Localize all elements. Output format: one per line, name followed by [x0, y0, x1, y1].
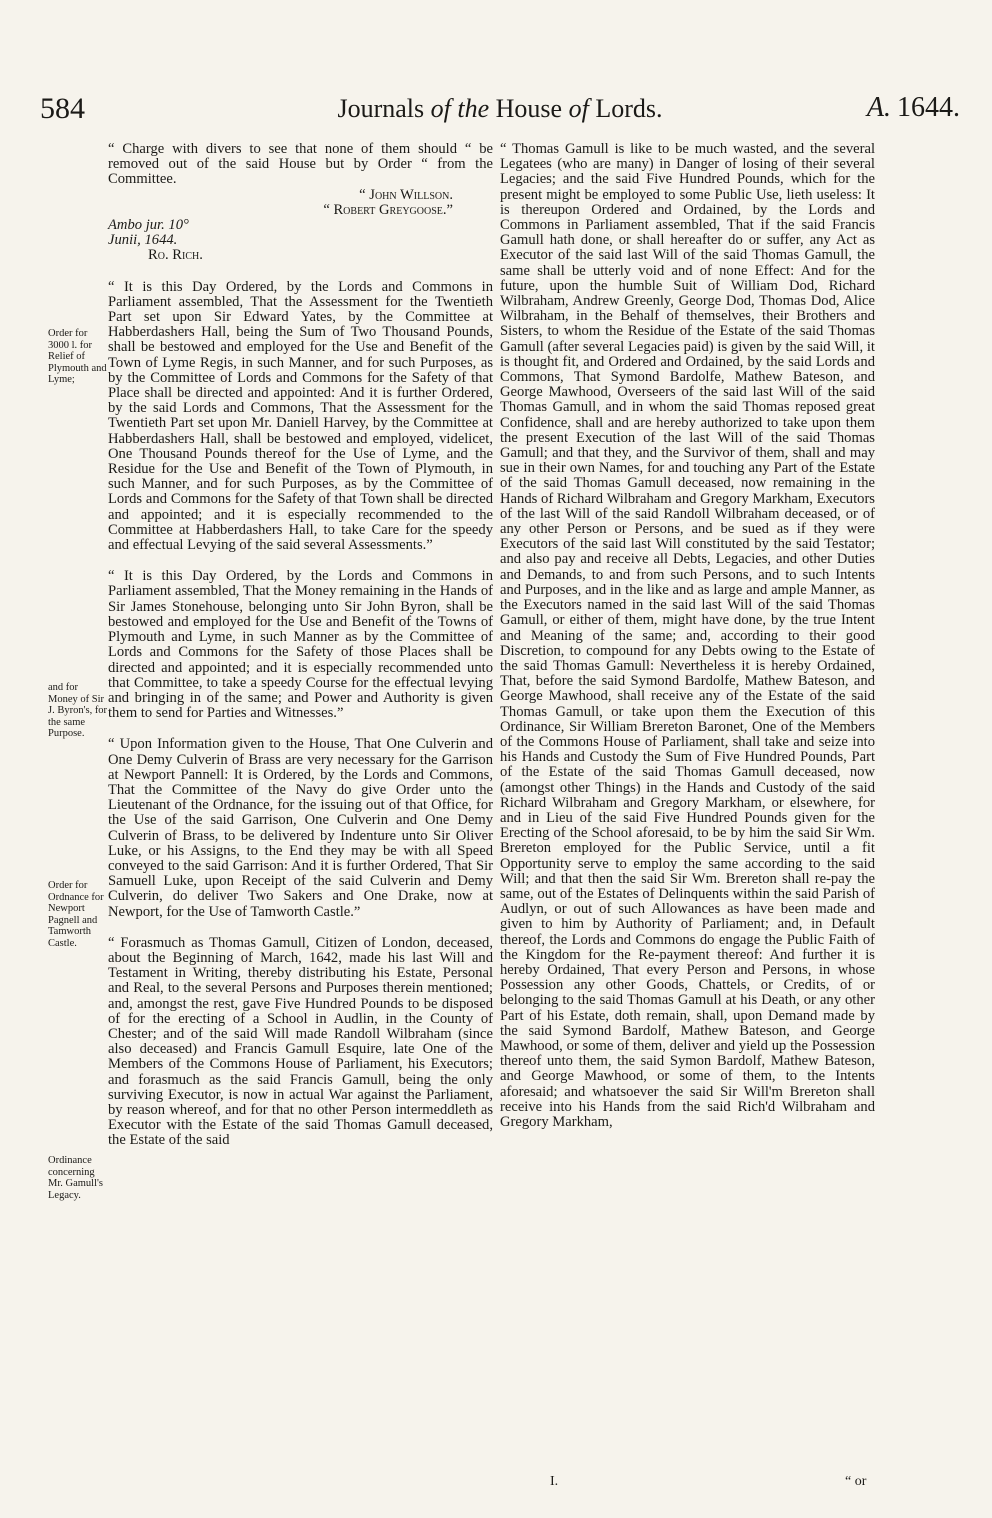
title-word: Journals — [337, 94, 425, 123]
signatory: “ John Willson. — [359, 186, 453, 203]
margin-note: Order for Ordnance for Newport Pagnell and Tamworth Castle. — [48, 880, 104, 949]
right-column — [500, 142, 875, 1130]
title-word: of — [430, 94, 451, 123]
paragraph: “ It is this Day Ordered, by the Lords and Commons in Parliament assembled, That the Money remaining in the Hands of Sir James Stonehouse, belonging unto Sir John Byron, shall be bestowed and employed for the Use and Benefit of the Towns of Plymouth and Lyme, in such Manner as by the Committee of Lords and Commons for the Safety of those Places shall be directed and appointed; and it is especially recommended unto that Committee, to take a speedy Course for the effectual levying and bringing in of the same; and Power and Authority is given them to send for Parties and Witnesses.” — [108, 568, 493, 722]
margin-note: Order for 3000 l. for Relief of Plymouth and Lyme; — [48, 328, 107, 385]
year-prefix: A. — [866, 92, 891, 123]
left-column — [108, 142, 493, 1149]
year-label — [867, 92, 960, 124]
title-word: Lords. — [595, 94, 663, 123]
sworn-note — [108, 218, 493, 264]
catchword: “ or — [845, 1474, 867, 1489]
paragraph: “ Charge with divers to see that none of them should “ be removed out of the said House but by Order “ from the Committee. — [108, 141, 493, 188]
sworn-line: Ambo jur. 10° — [108, 217, 189, 234]
paragraph: “ Upon Information given to the House, That One Culverin and One Demy Culverin of Brass are very necessary for the Garrison at Newport Pannell: It is Ordered, by the Lords and Commons, That the Committee of the Navy do give Order unto the Lieutenant of the Ordnance, for the issuing out of that Office, for the Use of the said Garrison, One Culverin and One Demy Culverin of Brass, to be delivered by Indenture unto Sir Oliver Luke, or his Assigns, to the End they may be with all Speed conveyed to the said Garrison: And it is further Ordered, That Sir Samuell Luke, upon Receipt of the said Culverin and Demy Culverin, do deliver Two Sakers and One Drake, now at Newport, for the Use of Tamworth Castle.” — [108, 736, 493, 920]
running-title — [40, 94, 960, 124]
title-word: the — [457, 94, 490, 123]
paragraph: “ Forasmuch as Thomas Gamull, Citizen of London, deceased, about the Beginning of March, 1642, made his last Will and Testament in Writing, thereby distributing his Estate, Personal and Real, to the several Persons and Purposes therein mentioned; and, amongst the rest, gave Five Hundred Pounds to be disposed of for the erecting of a School in Audlin, in the County of Chester; and of the said Will made Randoll Wilbraham (since also deceased) and Francis Gamull Esquire, late One of the Members of the Commons House of Parliament, his Executors; and forasmuch as the said Francis Gamull, being the only surviving Executor, is now in actual War against the Parliament, by reason whereof, and for that no other Person intermeddleth as Executor with the Estate of the said Thomas Gamull deceased, the Estate of the said — [108, 934, 493, 1149]
paragraph: “ It is this Day Ordered, by the Lords and Commons in Parliament assembled, That the Assessment for the Twentieth Part set upon Sir Edward Yates, by the Committee at Habberdashers Hall, being the Sum of Two Thousand Pounds, shall be bestowed and employed for the Use and Benefit of the Town of Lyme Regis, in such Manner, and for such Purposes, as by the Committee of Lords and Commons for the Safety of that Place shall be directed and appointed: And it is further Ordered, by the said Lords and Commons, That the Assessment for the Twentieth Part set upon Mr. Daniell Harvey, by the Committee at Habberdashers Hall, shall be bestowed and employed, videlicet, One Thousand Pounds thereof for the Use of Lyme, and the Residue for the Use and Benefit of the Town of Plymouth, in such Manner, and for such Purposes, as by the Committee of Lords and Commons for the Safety of that Town shall be directed and appointed; and it is especially recommended to the Committee at Habberdashers Hall, to take Care for the speedy and effectual Levying of the said several Assessments.” — [108, 278, 493, 554]
paragraph: “ Thomas Gamull is like to be much wasted, and the several Legatees (who are many) in Danger of losing of their several Legacies; and the said Five Hundred Pounds, which for the present might be employed to some Public Use, lieth useless: It is thereupon Ordered and Ordained, by the Lords and Commons in Parliament assembled, That if the said Francis Gamull hath done, or shall hereafter do or suffer, any Act as Executor of the said last Will of the said Thomas Gamull, the same shall be utterly void and of none Effect: And for the future, upon the humble Suit of William Dod, Richard Wilbraham, Andrew Greenly, George Dod, Thomas Dod, Alice Wilbraham, in the Behalf of themselves, their Brothers and Sisters, to whom the Residue of the Estate of the said Thomas Gamull (after several Legacies paid) is given by the said Will, it is thought fit, and Ordered and Ordained, by the said Lords and Commons, That Symond Bardolfe, Mathew Bateson, and George Mawhood, Overseers of the said last Will of the said Thomas Gamull, and in whom the said Thomas reposed great Confidence, shall and are hereby authorized to take upon them the present Execution of the last Will of the said Thomas Gamull; and that they, and the Survivor of them, shall and may sue in their own Names, for and touching any Part of the Estate of the said Thomas Gamull deceased, now remaining in the Hands of Richard Wilbraham and Gregory Markham, Executors of the last Will of the said Randoll Wilbraham deceased, or of any other Person or Persons, and be sued as if they were Executors of the said last Will constituted by the said Testator; and also pay and receive all Debts, Legacies, and other Duties and Demands, to and from such Persons, and to such Intents and Purposes, and in the like and as large and ample Manner, as the Executors named in the said last Will of the said Thomas Gamull, or either of them, might have done, by the true Intent and Meaning of the same; and, according to their good Discretion, to compound for any Debts owing to the Estate of the said Thomas Gamull: Nevertheless it is hereby Ordained, That, before the said Symond Bardolfe, Mathew Bateson, and George Mawhood, shall receive any of the Estate of the said Thomas Gamull, or take upon them the Execution of this Ordinance, Sir William Brereton Baronet, One of the Members of the Commons House of Parliament, shall take and seize into his Hands and Custody the Sum of Five Hundred Pounds, Part of the Estate of the said Thomas Gamull deceased, now (amongst other Things) in the Hands and Custody of the said Richard Wilbraham and Gregory Markham, or elsewhere, for and in Lieu of the said Five Hundred Pounds given for the Erecting of the School aforesaid, to be by him the said Sir Wm. Brereton employed for the Public Service, until a fit Opportunity serve to employ the same according to the said Will; and that then the said Sir Wm. Brereton shall re-pay the same, out of the Estates of Delinquents within the said Parish of Audlyn, or out of such Allowances as have been made and given to him by Authority of Parliament; and, in Default thereof, the Lords and Commons do engage the Public Faith of the Kingdom for the Re-payment thereof: And further it is hereby Ordained, That every Person and Persons, in whose Possession any other Goods, Chattels, or Credits, of or belonging to the said Thomas Gamull at his Death, or any other Part of his Estate, doth remain, shall, upon Demand made by the said Symond Bardolf, Mathew Bateson, and George Mawhood, or some of them, deliver and yield up the Possession thereof unto them, the said Symon Bardolf, Mathew Bateson, and George Mawhood, or some of them, to the Intents aforesaid; and whatsoever the said Sir Will'm Brereton shall receive into his Hands from the said Rich'd Wilbraham and Gregory Markham, — [500, 141, 875, 1130]
title-word: of — [568, 94, 589, 123]
margin-note: and for Money of Sir J. Byron's, for the same Purpose. — [48, 682, 108, 739]
sworn-line: Ro. Rich. — [148, 247, 203, 264]
signature-mark: I. — [550, 1474, 559, 1489]
sworn-line: Junii, 1644. — [108, 232, 178, 249]
page-header — [40, 92, 960, 132]
signatory: “ Robert Greygoose.” — [323, 201, 453, 218]
page-number: 584 — [40, 92, 85, 125]
year-value: 1644. — [897, 92, 960, 123]
title-word: House — [495, 94, 563, 123]
margin-note: Ordinance concerning Mr. Gamull's Legacy. — [48, 1155, 103, 1201]
